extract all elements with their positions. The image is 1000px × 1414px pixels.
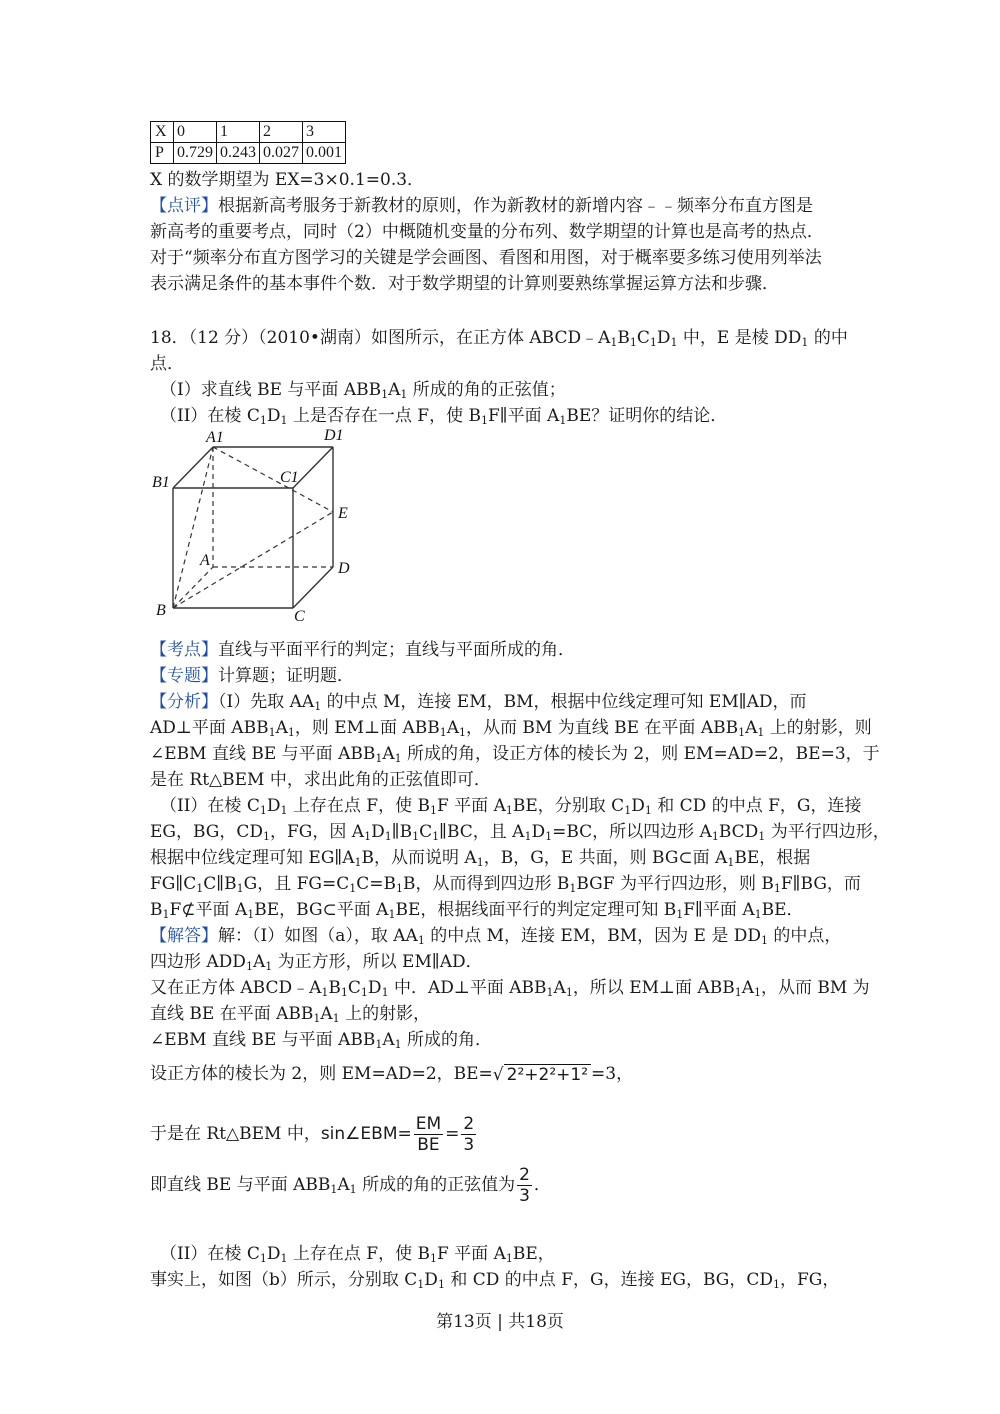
text-line: AD⊥平面 $ABB_1A_1$，则 EM⊥面 $ABB_1A_1$，从而 BM 为直线 BE 在平面 $ABB_1A_1$ 上的射影，则 (150, 718, 872, 739)
vertex-label: D (338, 560, 350, 577)
topic-tag: 【专题】 (150, 666, 218, 686)
vertex-label: A (200, 552, 210, 569)
analysis-tag: 【分析】 (150, 692, 218, 712)
distribution-table (150, 121, 346, 164)
text-line: 即直线 BE 与平面 $ABB_1A_1$ 所成的角的正弦值为 $\frac{2}{3}$ ． (150, 1165, 551, 1206)
sqrt-expression: √ 2²+2²+1² (493, 1062, 591, 1088)
question-title: 18．（12 分）（2010•湖南）如图所示，在正方体 $ABCD﹣A_1B_1C_1D_1$ 中，E 是棱 $DD_1$ 的中 (150, 328, 848, 349)
text-line: （II）在棱 $C_1D_1$ 上存在点 F，使 $B_1F$ 平面 $A_1BE$， (160, 1244, 555, 1265)
cube-figure (148, 425, 368, 625)
text-line: ∠EBM 直线 BE 与平面 $ABB_1A_1$ 所成的角，设正方体的棱长为 2，则 EM=AD=2，BE=3，于 (150, 744, 880, 765)
question-part-i: （I）求直线 BE 与平面 $ABB_1A_1$ 所成的角的正弦值； (160, 380, 566, 401)
table-cell: 0.729 (174, 143, 217, 164)
question-part-ii: （II）在棱 $C_1D_1$ 上是否存在一点 F，使 $B_1F\parallel$平面 $A_1BE$？证明你的结论． (160, 406, 728, 427)
table-cell: 0.243 (217, 143, 260, 164)
table-cell: 0 (174, 122, 217, 143)
vertex-label: B (156, 602, 166, 619)
solution-tag: 【解答】 (150, 926, 218, 946)
vertex-label: D1 (324, 427, 344, 444)
text-line: EG，BG，$CD_1$，FG，因 $A_1D_1\parallel B_1C_1\parallel BC$，且 $A_1D_1=BC$，所以四边形 $A_1BCD_1$ 为平行四边形， (150, 822, 890, 843)
text-line: 对于“频率分布直方图学习的关键是学会画图、看图和用图，对于概率要多练习使用列举法 (150, 248, 822, 268)
text-line: 事实上，如图（b）所示，分别取 $C_1D_1$ 和 CD 的中点 F，G，连接 EG，BG，$CD_1$，FG， (150, 1270, 840, 1291)
text-line: 【分析】（I）先取 $AA_1$ 的中点 M，连接 EM，BM，根据中位线定理可知 EM∥AD，而 (150, 692, 807, 713)
vertex-label: C1 (280, 469, 299, 486)
table-cell: 3 (303, 122, 346, 143)
fraction: $\frac{EM}{BE}$ (415, 1114, 442, 1155)
comment-tag: 【点评】 (150, 196, 218, 216)
page-footer: 第13页 | 共18页 (436, 1312, 564, 1332)
text-line: （II）在棱 $C_1D_1$ 上存在点 F，使 $B_1F$ 平面 $A_1BE$，分别取 $C_1D_1$ 和 CD 的中点 F，G，连接 (160, 796, 862, 817)
table-cell: P (151, 143, 174, 164)
text-line: $B_1F⊄$平面 $A_1BE$，BG⊂平面 $A_1BE$，根据线面平行的判定定理可知 $B_1F\parallel$平面 $A_1BE$． (150, 900, 804, 921)
text-line: 点． (150, 354, 184, 374)
vertex-label: C (294, 608, 305, 625)
text-line: ∠EBM 直线 BE 与平面 $ABB_1A_1$ 所成的角． (150, 1030, 493, 1051)
vertex-label: B1 (152, 474, 170, 491)
text-line: $FG\parallel C_1C\parallel B_1G$，且 $FG=C_1C=B_1B$，从而得到四边形 $B_1BGF$ 为平行四边形，则 $B_1F\parallel BG$，而 (150, 874, 861, 895)
text-line: 【考点】直线与平面平行的判定；直线与平面所成的角． (150, 640, 575, 660)
fraction: $\frac{2}{3}$ (463, 1114, 475, 1155)
table-cell: 2 (260, 122, 303, 143)
table-cell: X (151, 122, 174, 143)
text-line: 表示满足条件的基本事件个数．对于数学期望的计算则要熟练掌握运算方法和步骤． (150, 274, 779, 294)
fraction: $\frac{2}{3}$ (519, 1165, 530, 1206)
vertex-label: E (338, 505, 348, 522)
table-cell: 1 (217, 122, 260, 143)
text-line: 四边形 $ADD_1A_1$ 为正方形，所以 EM∥AD． (150, 952, 483, 973)
text-line: 直线 BE 在平面 $ABB_1A_1$ 上的射影， (150, 1004, 431, 1025)
table-row (151, 122, 346, 143)
text-line: 新高考的重要考点，同时（2）中概随机变量的分布列、数学期望的计算也是高考的热点． (150, 222, 824, 242)
knowledge-tag: 【考点】 (150, 640, 218, 660)
table-cell: 0.001 (303, 143, 346, 164)
text-line: 【专题】计算题；证明题． (150, 666, 354, 686)
text-line: 【解答】解：（I）如图（a），取 $AA_1$ 的中点 M，连接 EM，BM，因为 E 是 $DD_1$ 的中点， (150, 926, 842, 947)
text-line: 是在 Rt△BEM 中，求出此角的正弦值即可． (150, 770, 491, 790)
text-line: X 的数学期望为 EX=3×0.1=0.3． (150, 170, 425, 190)
table-row (151, 143, 346, 164)
text-line: 根据中位线定理可知 $EG\parallel A_1B$，从而说明 $A_1$，B，G，E 共面，则 BG⊂面 $A_1BE$，根据 (150, 848, 811, 869)
text-line: 【点评】根据新高考服务于新教材的原则，作为新教材的新增内容﹣﹣频率分布直方图是 (150, 196, 813, 216)
text-line: 又在正方体 $ABCD﹣A_1B_1C_1D_1$ 中．AD⊥平面 $ABB_1A_1$，所以 EM⊥面 $ABB_1A_1$，从而 BM 为 (150, 978, 870, 999)
vertex-label: A1 (206, 429, 224, 446)
table-cell: 0.027 (260, 143, 303, 164)
text-line: 设正方体的棱长为 2，则 EM=AD=2，BE=√ 2²+2²+1² =3， (150, 1061, 633, 1088)
text-line: 于是在 Rt△BEM 中，sin∠EBM= $\frac{EM}{BE}$ = $\frac{2}{3}$ (150, 1114, 475, 1155)
